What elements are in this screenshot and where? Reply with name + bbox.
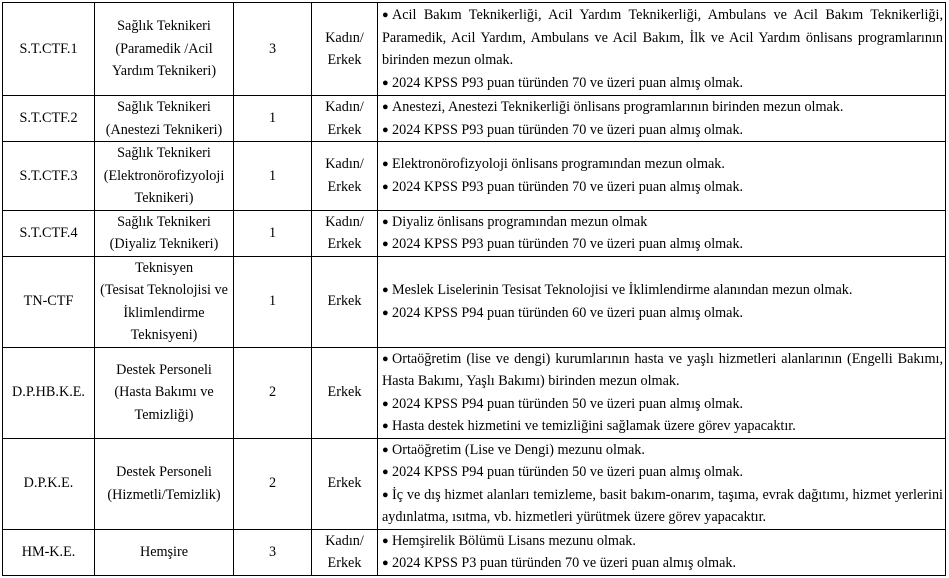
position-title [95,142,234,211]
position-title-line: Teknisyen [134,259,194,276]
requirement-text: Acil Bakım Teknikerliği, Acil Yardım Teknikerliği, Ambulans ve Acil Bakım Teknikerliği, Paramedik, Acil Yardım, Ambulans ve Acil Bakım, İlk ve Acil Yardım önlisans programlarının birinden mezun olmak. [382,7,943,68]
gender-line: Kadın/ [325,29,364,46]
requirement-text: Hasta destek hizmetini ve temizliğini sağlamak üzere görev yapacaktır. [392,418,796,434]
bullet-icon: ● [382,284,389,296]
requirement-text: Hemşirelik Bölümü Lisans mezunu olmak. [392,532,636,549]
position-title-line: Sağlık Teknikeri [117,213,211,230]
requirement-text: 2024 KPSS P3 puan türünden 70 ve üzeri puan almış olmak. [392,555,737,571]
table-row [3,256,946,347]
requirement-text: Ortaöğretim (Lise ve Dengi) mezunu olmak. [392,441,645,458]
bullet-icon: ● [382,9,389,21]
table-row [3,142,946,211]
requirement-item [382,72,943,95]
position-code: S.T.CTF.4 [3,210,95,256]
gender-line: Erkek [327,52,362,68]
position-title [95,438,234,529]
requirements [378,96,946,142]
position-code: HM-K.E. [3,529,95,575]
position-count: 2 [234,438,312,529]
position-title-line: Sağlık Teknikeri [117,18,211,35]
bullet-icon: ● [382,466,389,478]
bullet-icon: ● [382,420,389,432]
requirement-text: Meslek Liselerinin Tesisat Teknolojisi ve İklimlendirme alanından mezun olmak. [392,282,853,298]
requirement-text: 2024 KPSS P93 puan türünden 70 ve üzeri puan almış olmak. [392,121,744,138]
requirement-text: İç ve dış hizmet alanları temizleme, basit bakım-onarım, taşıma, evrak dağıtımı, hizmet yerlerini aydınlatma, ısıtma, vb. hizmetleri yürütmek üzere görev yapacaktır. [382,486,943,525]
position-requirements-table [2,2,946,576]
gender-line: Kadın/ [325,156,364,173]
bullet-icon: ● [382,180,389,193]
position-title [95,347,234,438]
position-title-line: Teknikeri) [134,190,194,206]
requirement-item [382,393,943,416]
gender-line: Erkek [327,384,362,401]
requirement-item [382,176,943,199]
position-title-line: Sağlık Teknikeri [117,145,211,161]
bullet-icon: ● [382,215,389,228]
position-title [95,96,234,142]
position-code: D.P.HB.K.E. [3,347,95,438]
requirements [378,210,946,256]
gender [312,142,378,211]
position-title [95,3,234,96]
requirement-item [382,461,943,484]
position-title [95,529,234,575]
position-code: S.T.CTF.3 [3,142,95,211]
gender [312,347,378,438]
position-count: 3 [234,3,312,96]
requirement-text: Diyaliz önlisans programından mezun olmak [392,213,648,230]
position-title-line: Sağlık Teknikeri [117,99,211,115]
requirement-item [382,348,943,393]
requirement-text: Anestezi, Anestezi Teknikerliği önlisans programlarının birinden mezun olmak. [392,99,844,115]
requirement-item [382,279,943,302]
position-title-line: (Paramedik /Acil [115,40,213,57]
bullet-icon: ● [382,76,389,89]
position-title-line: (Diyaliz Teknikeri) [109,236,219,252]
position-count: 1 [234,142,312,211]
requirement-item [382,302,943,325]
position-title-line: Teknisyeni) [130,327,198,343]
position-title-line: Temizliği) [134,406,194,423]
bullet-icon: ● [382,534,389,547]
requirement-item [382,233,943,256]
position-title-line: Hemşire [139,543,189,560]
table-row [3,438,946,529]
bullet-icon: ● [382,101,389,113]
position-code: D.P.K.E. [3,438,95,529]
requirements [378,142,946,211]
requirement-item [382,96,943,119]
requirement-text: Ortaöğretim (lise ve dengi) kurumlarının hasta ve yaşlı hizmetleri alanlarının (Engelli Bakımı, Hasta Bakımı, Yaşlı Bakımı) birinden mezun olmak. [382,350,943,389]
bullet-icon: ● [382,557,389,569]
position-title-line: (Hizmetli/Temizlik) [107,486,221,503]
requirements [378,256,946,347]
gender-line: Erkek [327,555,362,571]
position-count: 1 [234,256,312,347]
gender [312,210,378,256]
position-title-line: (Elektronörofizyoloji [103,167,225,184]
position-title-line: (Tesisat Teknolojisi ve [100,282,228,298]
gender-line: Kadın/ [325,532,364,549]
gender-line: Erkek [327,475,362,492]
bullet-icon: ● [382,397,389,410]
position-count: 2 [234,347,312,438]
gender-line: Erkek [327,236,362,252]
requirements [378,347,946,438]
requirements [378,529,946,575]
bullet-icon: ● [382,238,389,250]
gender [312,529,378,575]
gender-line: Kadın/ [325,99,364,115]
requirement-item [382,4,943,72]
requirement-item [382,211,943,234]
requirement-item [382,439,943,462]
bullet-icon: ● [382,488,389,501]
position-title-line: Destek Personeli [116,361,212,378]
requirement-text: Elektronörofizyoloji önlisans programından mezun olmak. [392,156,725,173]
requirement-text: 2024 KPSS P94 puan türünden 50 ve üzeri puan almış olmak. [392,395,744,412]
requirement-text: 2024 KPSS P93 puan türünden 70 ve üzeri puan almış olmak. [392,236,744,252]
position-title [95,210,234,256]
requirements [378,438,946,529]
requirement-item [382,119,943,142]
requirement-item [382,415,943,438]
table-row [3,347,946,438]
position-title-line: Yardım Teknikeri) [111,63,217,80]
gender [312,3,378,96]
requirement-text: 2024 KPSS P93 puan türünden 70 ve üzeri puan almış olmak. [392,74,744,91]
position-title-line: (Hasta Bakımı ve [114,384,214,401]
gender [312,438,378,529]
gender-line: Erkek [327,293,362,310]
requirement-text: 2024 KPSS P94 puan türünden 50 ve üzeri puan almış olmak. [392,464,744,480]
gender-line: Erkek [327,178,362,195]
position-code: S.T.CTF.1 [3,3,95,96]
table-row [3,3,946,96]
position-count: 3 [234,529,312,575]
table-row [3,529,946,575]
table-row [3,210,946,256]
bullet-icon: ● [382,352,389,365]
position-code: S.T.CTF.2 [3,96,95,142]
position-count: 1 [234,96,312,142]
position-count: 1 [234,210,312,256]
position-title [95,256,234,347]
position-code: TN-CTF [3,256,95,347]
bullet-icon: ● [382,443,389,456]
requirements [378,3,946,96]
position-title-line: (Anestezi Teknikeri) [105,121,223,138]
position-title-line: İklimlendirme [123,304,205,321]
gender-line: Kadın/ [325,213,364,230]
requirement-item [382,530,943,553]
gender [312,96,378,142]
gender-line: Erkek [327,121,362,138]
requirement-item [382,552,943,575]
table-row [3,96,946,142]
requirement-text: 2024 KPSS P93 puan türünden 70 ve üzeri puan almış olmak. [392,178,744,195]
gender [312,256,378,347]
table-body [3,3,946,576]
requirement-text: 2024 KPSS P94 puan türünden 60 ve üzeri puan almış olmak. [392,304,744,321]
bullet-icon: ● [382,306,389,319]
requirement-item [382,484,943,529]
requirement-item [382,153,943,176]
bullet-icon: ● [382,123,389,136]
bullet-icon: ● [382,158,389,171]
position-title-line: Destek Personeli [116,464,212,480]
